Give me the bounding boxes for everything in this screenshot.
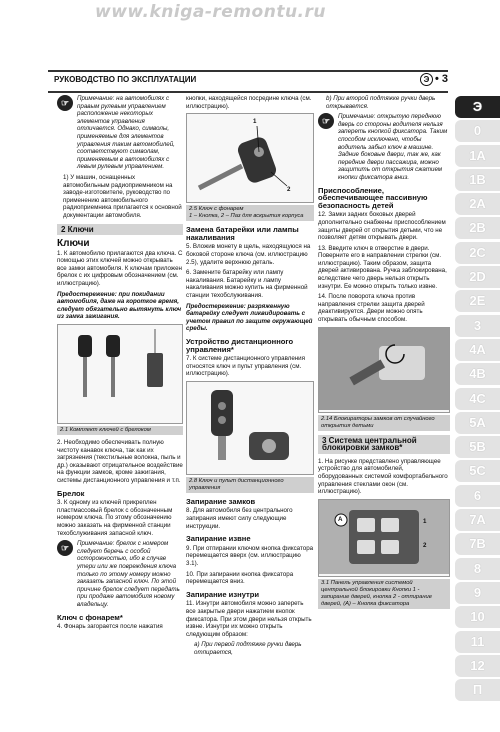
note-text: Примечание: открытую переднюю дверь со стороны водителя нельзя запереть кнопкой фиксатора. Таким способом исключено, чтобы водитель забыл ключ в машине. Задние боковые двери, так же, как передние двери пассажира, можно защитить от открытия сжатием кнопки фиксатора вниз.: [338, 113, 448, 181]
section-heading: 3 Система центральной блокировки замков*: [318, 435, 450, 454]
paragraph: 5. Вложив монету в щель, находящуюся на боковой стороне ключа (см. иллюстрацию 2.5), удалите верхнюю деталь.: [186, 243, 311, 266]
chapter-tab[interactable]: 1B: [455, 169, 500, 191]
figure-central-lock-panel: [318, 499, 450, 577]
paragraph: 13. Введите ключ в отверстие в двери. Поверните его в направлении стрелки (см. иллюстрацию). Таким образом, защита дверей активирована. Ручка заблокирована, вследствие чего дверь нельзя открыть изнутри. Ее можно открыть только извне.: [318, 244, 447, 290]
figure-caption-title: 2.5 Ключ с фонарем: [189, 206, 244, 213]
chapter-tabs: [455, 96, 500, 703]
chapter-tab[interactable]: П: [455, 679, 500, 701]
chapter-tab[interactable]: 4A: [455, 339, 500, 361]
figure-caption-desc: 1 – Кнопка, 2 – Паз для вскрытия корпуса: [189, 213, 304, 220]
chapter-marker: Э • 3: [420, 73, 448, 86]
chapter-tab[interactable]: 5C: [455, 460, 500, 482]
keys-illustration: [58, 325, 182, 421]
paragraph: 10. При запирании кнопка фиксатора перемещается вниз.: [186, 570, 294, 586]
column-2: [186, 95, 314, 660]
watermark: www.kniga-remontu.ru: [95, 2, 326, 22]
subheading: Устройство дистанционного управления*: [186, 336, 294, 354]
column-3: [318, 95, 450, 613]
chapter-tab[interactable]: 1A: [455, 145, 500, 167]
figure-label: 2: [423, 541, 427, 549]
chapter-tab[interactable]: 0: [455, 120, 500, 142]
subheading: Запирание изнутри: [186, 589, 260, 599]
page-header: [48, 70, 448, 93]
paragraph: 1. К автомобилю прилагаются два ключа. С помощью этих ключей можно открывать все замки автомобиля. К ключам приложен брелок с их цифровым обозначением (см. иллюстрацию).: [57, 249, 183, 288]
figure-caption: [186, 205, 314, 221]
figure-label: 1: [253, 118, 257, 126]
chapter-tab[interactable]: 7B: [455, 533, 500, 555]
figure-caption: 2.1 Комплект ключей с брелоком: [57, 426, 183, 435]
paragraph: 3. К одному из ключей прикреплен пластмассовый брелок с обозначенным номером ключа. По этому обозначению можно заказать на фирменной станции техобслуживания запасной ключ.: [57, 499, 173, 537]
chapter-tab[interactable]: 6: [455, 485, 500, 507]
chapter-letter: Э: [420, 73, 433, 86]
note-text: Примечание: брелок с номером следует беречь с особой осторожностью, ибо в случае утери или же повреждения ключа только по этому номеру можно заказать запасной ключ. По этой причине брелок следует передать при продаже автомобиля новому владельцу.: [77, 540, 180, 608]
chapter-tab[interactable]: 2D: [455, 266, 500, 288]
column-1: [57, 95, 183, 634]
lock-panel-illustration: [319, 500, 449, 574]
child-lock-illustration: [319, 328, 449, 410]
figure-keys: [57, 324, 183, 424]
chapter-tab[interactable]: 5B: [455, 436, 500, 458]
figure-caption: 2.14 Блокираторы замков от случайного открытия детьми: [318, 415, 450, 431]
chapter-tab[interactable]: 4C: [455, 388, 500, 410]
chapter-number: 3: [441, 73, 448, 85]
list-item: b) При второй подтяжке ручки дверь открывается.: [326, 95, 436, 110]
chapter-tab[interactable]: 2B: [455, 217, 500, 239]
subheading: Ключи: [57, 238, 90, 250]
note-hand-icon: ☞: [318, 113, 334, 129]
list-item: 1) У машин, оснащенных автомобильным радиоприемником на заводе-изготовителе, руководство по применению автомобильного радиоприемника прилагается к основной документации автомобиля.: [63, 173, 182, 219]
note-hand-icon: ☞: [57, 540, 73, 556]
figure-remote: [186, 381, 314, 475]
subheading: Ключ с фонарем*: [57, 612, 123, 622]
subheading: Брелок: [57, 488, 85, 498]
chapter-tab[interactable]: 9: [455, 582, 500, 604]
paragraph: 8. Для автомобиля без центрального запирания имеют силу следующие инструкции.: [186, 507, 293, 530]
paragraph: 2. Необходимо обеспечивать полную чистоту канавок ключа, так как их загрязнения (текстильные волокна, пыль и др.) оказывают отрицательное воздействие на функции замков, кроме зажигания, системы дистанционного управления и т.п.: [57, 439, 183, 484]
figure-key-flashlight: [186, 113, 314, 203]
paragraph: 4. Фонарь загорается после нажатия: [57, 623, 163, 631]
paragraph: кнопки, находящейся посредине ключа (см. иллюстрацию).: [186, 95, 312, 110]
paragraph: 9. При отпирании ключом кнопка фиксатора перемещается вверх (см. иллюстрацию 3.1).: [186, 544, 314, 568]
figure-caption: 2.8 Ключ и пульт дистанционного управления: [186, 477, 314, 493]
paragraph: 7. К системе дистанционного управления относятся ключ и пульт управления (см. иллюстрацию).: [186, 355, 305, 378]
chapter-tab[interactable]: Э: [455, 96, 500, 118]
warning-text: Предостережение: при покидании автомобиля, даже на короткое время, следует обязательно вытянуть ключ из замка зажигания.: [57, 290, 182, 321]
note-block: [57, 540, 183, 608]
figure-label: A: [338, 515, 343, 523]
note-hand-icon: ☞: [57, 95, 73, 111]
chapter-tab[interactable]: 7A: [455, 509, 500, 531]
subheading: Запирание замков: [186, 496, 256, 506]
figure-label: 2: [287, 186, 291, 194]
chapter-tab[interactable]: 2E: [455, 290, 500, 312]
note-block: [57, 95, 183, 171]
section-heading: 2 Ключи: [57, 224, 183, 236]
section-title: РУКОВОДСТВО ПО ЭКСПЛУАТАЦИИ: [54, 75, 197, 84]
chapter-tab[interactable]: 12: [455, 655, 500, 677]
figure-caption: 3.1 Панель управления системой центральной блокировки Кнопки 1 - запирание дверей, кнопка 2 - отпирание дверей, (A) – Кнопка фиксатора: [318, 579, 450, 609]
subheading: Запирание извне: [186, 534, 251, 544]
chapter-tab[interactable]: 10: [455, 606, 500, 628]
list-item: a) При первой подтяжке ручки дверь отпирается,: [194, 641, 302, 656]
paragraph: 11. Изнутри автомобиля можно запереть все закрытые двери нажатием кнопок фиксатора. При этом двери нельзя открыть извне. Изнутри их можно открыть следующим образом:: [186, 600, 312, 638]
subheading: Замена батарейки или лампы накаливания: [186, 225, 299, 242]
note-text: Примечание: на автомобилях с правым рулевым управлением расположение некоторых элементов управления отличается. Однако, символы, применяемые для элементов управления таким автомобилей, соответствуют символам, применяемым в автомобилях с левым рулевым управлением.: [77, 95, 175, 171]
warning-text: Предостережение: разряженную батарейку следует ликвидировать с учетом правил по защите окружающей среды.: [186, 302, 313, 333]
chapter-tab[interactable]: 11: [455, 631, 500, 653]
remote-illustration: [187, 382, 313, 472]
paragraph: 6. Замените батарейку или лампу накаливания. Батарейку и лампу накаливания можно купить на фирменной станции техобслуживания.: [186, 269, 308, 299]
key-flashlight-illustration: [187, 114, 313, 200]
chapter-tab[interactable]: 2A: [455, 193, 500, 215]
subheading: Приспособление, обеспечивающее пассивную безопасность детей: [318, 185, 428, 210]
chapter-tab[interactable]: 3: [455, 315, 500, 337]
note-block: [318, 113, 450, 181]
chapter-tab[interactable]: 4B: [455, 363, 500, 385]
paragraph: 1. На рисунке представлено управляющее устройство для автомобилей, оборудованных системой комфортабельного управления стеклами окон (см. иллюстрацию).: [318, 457, 448, 496]
chapter-tab[interactable]: 5A: [455, 412, 500, 434]
figure-label: 1: [423, 517, 427, 525]
figure-child-lock: [318, 327, 450, 413]
chapter-tab[interactable]: 8: [455, 558, 500, 580]
chapter-tab[interactable]: 2C: [455, 242, 500, 264]
paragraph: 12. Замки задних боковых дверей дополнительно снабжены приспособлением защиты дверей от открытия детьми, что не позволяет детям открывать двери.: [318, 211, 446, 242]
paragraph: 14. После поворота ключа против направления стрелки защита дверей деактивируется. Двери можно опять открывать обычным способом.: [318, 293, 425, 324]
